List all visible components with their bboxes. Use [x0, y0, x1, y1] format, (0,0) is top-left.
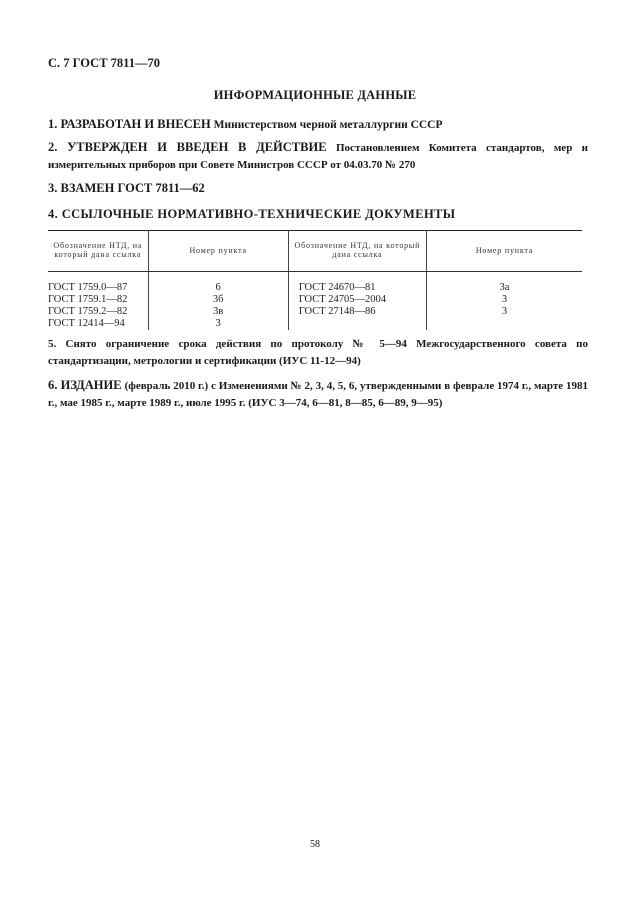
section-title: ИНФОРМАЦИОННЫЕ ДАННЫЕ — [213, 88, 417, 102]
table-cell: 3а — [499, 282, 510, 293]
table-cell: ГОСТ 1759.0—87 — [48, 272, 148, 295]
table-cell: 3в — [148, 306, 288, 318]
info-item-3: 3. ВЗАМЕН ГОСТ 7811—62 — [48, 181, 205, 195]
table-header-cell: Номер пункта — [427, 231, 582, 272]
table-cell: ГОСТ 24670—81 — [288, 272, 426, 295]
table-row — [48, 294, 582, 306]
table-cell: ГОСТ 12414—94 — [48, 318, 148, 330]
info-item-1-text: Министерством черной металлургии СССР — [213, 119, 443, 131]
info-item-2 — [48, 139, 588, 174]
page-number: 58 — [310, 839, 320, 850]
table-header-cell: Обозначение НТД, на который дана ссылка — [48, 231, 148, 272]
page-header: С. 7 ГОСТ 7811—70 — [48, 56, 160, 70]
info-item-6 — [48, 377, 588, 412]
table-cell: 6 — [148, 272, 288, 295]
info-item-5-text: 5. Снято ограничение срока действия по протоколу № 5—94 Межгосударственного совета по стандартизации, метрологии и сертификации (ИУС 11-12—94) — [48, 338, 588, 367]
table-cell — [427, 318, 582, 330]
table-cell: 3 — [501, 294, 508, 305]
info-item-1 — [48, 116, 443, 134]
table-header-cell: Номер пункта — [148, 231, 288, 272]
table-row — [48, 306, 582, 318]
info-item-2-text: Постановлением Комитета стандартов, мер и измерительных приборов при Совете Министров СССР от 04.03.70 № 270 — [48, 142, 588, 171]
table-row — [48, 318, 582, 330]
info-item-4: 4. ССЫЛОЧНЫЕ НОРМАТИВНО-ТЕХНИЧЕСКИЕ ДОКУМЕНТЫ — [48, 207, 456, 221]
info-item-1-lead: 1. РАЗРАБОТАН И ВНЕСЕН — [48, 117, 211, 131]
table-cell: ГОСТ 1759.2—82 — [48, 306, 148, 318]
info-item-5 — [48, 336, 588, 370]
table-cell: 3б — [148, 294, 288, 306]
table-cell: ГОСТ 24705—2004 — [288, 294, 426, 306]
info-item-6-text: (февраль 2010 г.) с Изменениями № 2, 3, 4, 5, 6, утвержденными в феврале 1974 г., марте 1981 г., мае 1985 г., марте 1989 г., июле 1995 г. (ИУС 3—74, 6—81, 8—85, 6—89, 9—95) — [48, 380, 589, 409]
table-header-row — [48, 231, 582, 272]
info-item-6-lead: 6. ИЗДАНИЕ — [48, 378, 122, 392]
table-cell — [288, 318, 426, 330]
info-item-2-lead: 2. УТВЕРЖДЕН И ВВЕДЕН В ДЕЙСТВИЕ — [48, 140, 327, 154]
reference-documents-table — [48, 230, 582, 330]
table-cell: 3 — [148, 318, 288, 330]
table-row — [48, 272, 582, 295]
table-cell: ГОСТ 1759.1—82 — [48, 294, 148, 306]
table-cell: 3 — [501, 306, 508, 317]
table-cell: ГОСТ 27148—86 — [288, 306, 426, 318]
table-header-cell: Обозначение НТД, на который дана ссылка — [288, 231, 426, 272]
